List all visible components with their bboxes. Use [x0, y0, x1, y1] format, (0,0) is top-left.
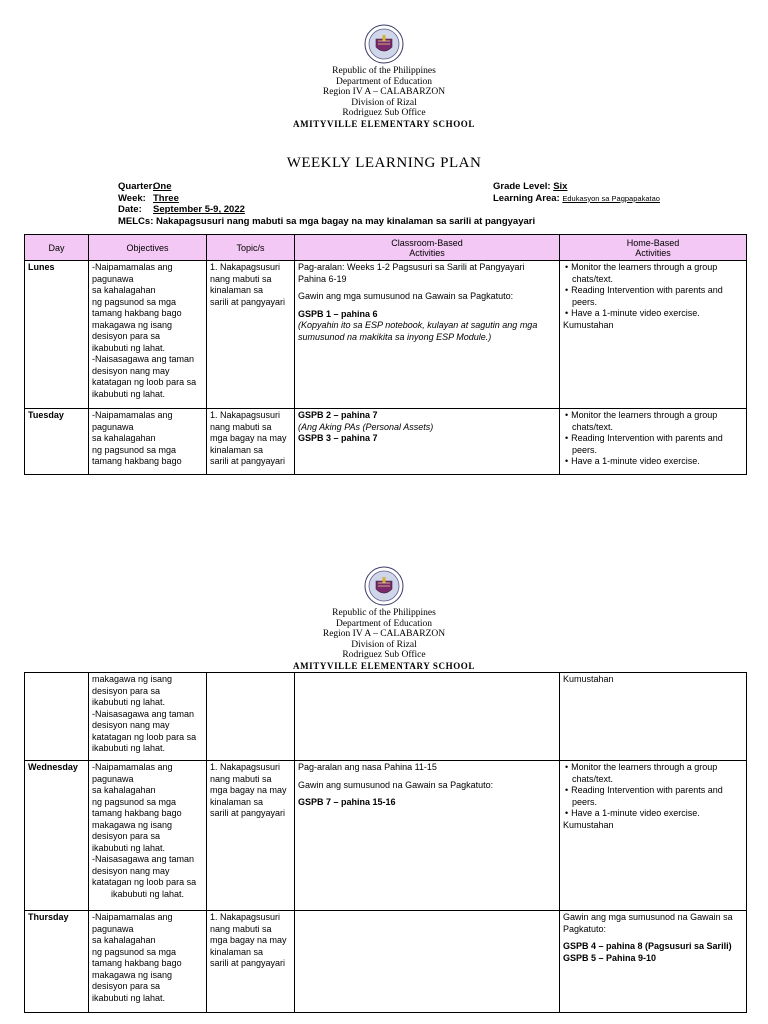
classroom-header-line-2: Activities [409, 247, 445, 258]
objective-line: tamang hakbang bago [92, 456, 182, 466]
home-activity-item: • Reading Intervention with parents and peers. [563, 785, 743, 808]
topic-line: mga bagay na may [210, 785, 287, 795]
objective-line: katatagan ng loob para sa [92, 377, 197, 387]
objective-line: ikabubuti ng lahat. [92, 388, 166, 399]
plan-meta-right [493, 181, 660, 204]
home-activities-list [563, 762, 743, 820]
home-task-title: GSPB 4 – pahina 8 (Pagsusuri sa Sarili) [563, 941, 732, 951]
objective-line: pagunawa [92, 421, 134, 432]
day-cell: Lunes [25, 261, 89, 409]
objective-line: desisyon para sa [92, 331, 161, 341]
learning-area-value: Edukasyon sa Pagpapakatao [562, 193, 660, 203]
topic-cell [207, 261, 295, 409]
topic-line: kinalaman sa [210, 796, 264, 807]
topic-cell [207, 761, 295, 911]
home-header-line-1: Home-Based [626, 237, 680, 248]
table-row-tuesday [25, 409, 747, 475]
col-home-header [560, 235, 747, 261]
home-activities-cell [560, 409, 747, 475]
objective-line: katatagan ng loob para sa [92, 877, 197, 887]
objective-line: desisyon nang may [92, 865, 170, 876]
classroom-task-title: GSPB 1 – pahina 6 [298, 308, 378, 319]
topic-line: nang mabuti sa [210, 273, 272, 284]
region-line: Region IV A – CALABARZON [322, 629, 446, 639]
home-activities-list [563, 262, 743, 320]
topic-line: mga bagay na may [210, 433, 287, 443]
melcs-value: Nakapagsusuri nang mabuti sa mga bagay na may kinalaman sa sarili at pangyayari [156, 215, 536, 227]
deped-seal-logo [364, 24, 404, 64]
classroom-task-note: (Ang Aking PAs (Personal Assets) [298, 421, 434, 432]
objective-line: ikabubuti ng lahat. [92, 697, 166, 707]
objective-line: ikabubuti ng lahat. [92, 842, 166, 853]
objective-line: makagawa ng isang [92, 819, 173, 830]
topic-line: nang mabuti sa [210, 773, 272, 784]
home-activities-cell [560, 761, 747, 911]
objective-line: pagunawa [92, 773, 134, 784]
day-cell-empty [25, 673, 89, 761]
objective-line: katatagan ng loob para sa [92, 731, 197, 742]
classroom-line: Gawin ang mga sumusunod na Gawain sa Pagkatuto: [298, 291, 514, 301]
objective-line: ng pagsunod sa mga [92, 796, 177, 807]
classroom-activities-cell [295, 409, 560, 475]
home-header-line-2: Activities [635, 247, 671, 258]
topic-line: nang mabuti sa [210, 421, 272, 432]
home-activity-item: • Monitor the learners through a group chats/text. [563, 762, 743, 785]
table-row-tuesday-continued [25, 673, 747, 761]
topic-cell-empty [207, 673, 295, 761]
melcs-label: MELCs: [118, 215, 154, 227]
objective-line: tamang hakbang bago [92, 958, 182, 968]
objective-line: sa kahalagahan [92, 285, 156, 295]
home-activities-cell [560, 261, 747, 409]
topic-line: 1. Nakapagsusuri [210, 410, 281, 420]
home-activity-item: • Monitor the learners through a group chats/text. [563, 262, 743, 285]
topic-line: 1. Nakapagsusuri [210, 912, 281, 922]
topic-cell [207, 409, 295, 475]
sub-office-line: Rodriguez Sub Office [342, 108, 426, 118]
topic-line: 1. Nakapagsusuri [210, 262, 281, 272]
home-activity-item: • Have a 1-minute video exercise. [563, 456, 743, 468]
home-activities-cell [560, 911, 747, 1013]
home-activities-cell [560, 673, 747, 761]
learning-area-label: Learning Area: [493, 192, 560, 204]
day-cell: Thursday [25, 911, 89, 1013]
objective-line: -Naisasagawa ang taman [92, 354, 195, 364]
objective-line: ng pagsunod sa mga [92, 444, 177, 455]
objective-line: ikabubuti ng lahat. [92, 992, 166, 1003]
objective-line: -Naisasagawa ang taman [92, 708, 195, 719]
objectives-cell [89, 911, 207, 1013]
col-topics-header: Topic/s [207, 235, 295, 261]
objective-line: -Naipamamalas ang [92, 262, 173, 272]
letterhead [0, 608, 768, 671]
table-row-thursday [25, 911, 747, 1013]
home-activity-line: Gawin ang mga sumusunod na Gawain sa Pagkatuto: [563, 912, 733, 934]
home-activity-item: • Reading Intervention with parents and peers. [563, 285, 743, 308]
topic-line: kinalaman sa [210, 946, 264, 957]
objective-line: sa kahalagahan [92, 433, 156, 443]
home-activity-item: • Have a 1-minute video exercise. [563, 308, 743, 320]
objective-line: pagunawa [92, 273, 134, 284]
topic-line: nang mabuti sa [210, 923, 272, 934]
classroom-line: Gawin ang sumusunod na Gawain sa Pagkatuto: [298, 779, 494, 790]
grade-level-label: Grade Level: [493, 181, 551, 192]
topic-line: sarili at pangyayari [210, 958, 286, 968]
topic-line: kinalaman sa [210, 285, 264, 295]
home-activity-item: • Monitor the learners through a group chats/text. [563, 410, 743, 433]
letterhead [0, 66, 768, 129]
objectives-cell [89, 761, 207, 911]
division-line: Division of Rizal [351, 97, 417, 108]
objectives-cell [89, 261, 207, 409]
topic-line: sarili at pangyayari [210, 808, 286, 818]
day-cell: Wednesday [25, 761, 89, 911]
classroom-task-note: (Kopyahin ito sa ESP notebook, kulayan at sagutin ang mga sumusunod na makikita sa inyong ESP Module.) [298, 320, 538, 342]
classroom-task-title: GSPB 7 – pahina 15-16 [298, 797, 396, 807]
home-task-title: GSPB 5 – Pahina 9-10 [563, 952, 657, 963]
objective-line: sa kahalagahan [92, 785, 156, 795]
page-1 [0, 0, 768, 480]
quarter-label: Quarter: [118, 181, 156, 192]
topic-line: sarili at pangyayari [210, 456, 286, 466]
objective-line: desisyon para sa [92, 981, 161, 991]
republic-line: Republic of the Philippines [332, 608, 436, 618]
date-label: Date: [118, 204, 142, 215]
kumustahan-text: Kumustahan [563, 819, 614, 830]
day-cell: Tuesday [25, 409, 89, 475]
home-activities-list [563, 410, 743, 468]
classroom-task-title: GSPB 2 – pahina 7 [298, 410, 378, 420]
topic-line: kinalaman sa [210, 444, 264, 455]
classroom-task-title: GSPB 3 – pahina 7 [298, 433, 378, 443]
grade-level-value: Six [553, 181, 568, 192]
objective-line: makagawa ng isang [92, 674, 173, 684]
objective-line: ng pagsunod sa mga [92, 296, 177, 307]
weekly-plan-table-page-1 [24, 234, 747, 475]
sub-office-line: Rodriguez Sub Office [342, 650, 426, 660]
region-line: Region IV A – CALABARZON [322, 87, 446, 97]
topic-line: mga bagay na may [210, 935, 287, 945]
topic-line: 1. Nakapagsusuri [210, 762, 281, 772]
objectives-cell [89, 409, 207, 475]
classroom-activities-cell [295, 261, 560, 409]
table-row-wednesday [25, 761, 747, 911]
objective-line: desisyon nang may [92, 720, 170, 730]
objective-line: makagawa ng isang [92, 969, 173, 980]
department-line: Department of Education [335, 618, 433, 629]
col-day-header: Day [25, 235, 89, 261]
objective-line: makagawa ng isang [92, 319, 173, 330]
classroom-line: Pahina 6-19 [298, 273, 347, 284]
objective-line: pagunawa [92, 923, 134, 934]
objective-line: tamang hakbang bago [92, 808, 182, 818]
objective-line: -Naipamamalas ang [92, 912, 173, 922]
weekly-plan-table-page-2 [24, 672, 747, 1013]
division-line: Division of Rizal [351, 639, 417, 650]
kumustahan-text: Kumustahan [563, 319, 614, 330]
home-activity-item: • Reading Intervention with parents and peers. [563, 433, 743, 456]
objectives-cell [89, 673, 207, 761]
table-row-lunes [25, 261, 747, 409]
deped-seal-logo [364, 566, 404, 606]
col-objectives-header: Objectives [89, 235, 207, 261]
classroom-activities-cell-empty [295, 673, 560, 761]
objective-line: -Naipamamalas ang [92, 410, 173, 420]
quarter-value: One [153, 181, 172, 192]
date-value: September 5-9, 2022 [153, 204, 245, 215]
school-name: AMITYVILLE ELEMENTARY SCHOOL [292, 660, 475, 671]
objective-line: desisyon para sa [92, 831, 161, 841]
school-name: AMITYVILLE ELEMENTARY SCHOOL [292, 118, 475, 129]
classroom-activities-cell [295, 761, 560, 911]
classroom-line: Pag-aralan: Weeks 1-2 Pagsusuri sa Sarili at Pangyayari [298, 262, 525, 272]
objective-line: tamang hakbang bago [92, 308, 182, 318]
objective-line: ikabubuti ng lahat. [92, 743, 166, 753]
week-value: Three [153, 192, 179, 204]
republic-line: Republic of the Philippines [332, 66, 436, 76]
page-2 [0, 560, 768, 1024]
objective-line: -Naipamamalas ang [92, 762, 173, 772]
classroom-activities-cell-empty [295, 911, 560, 1013]
objective-line: ng pagsunod sa mga [92, 946, 177, 957]
objective-line: ikabubuti ng lahat. [110, 888, 185, 899]
objective-line: desisyon para sa [92, 685, 161, 696]
topic-line: sarili at pangyayari [210, 296, 286, 307]
table-header-row [25, 235, 747, 261]
plan-meta-left [118, 181, 535, 227]
objective-line: ikabubuti ng lahat. [92, 342, 166, 353]
classroom-header-line-1: Classroom-Based [391, 237, 463, 248]
kumustahan-text: Kumustahan [563, 674, 614, 684]
objective-line: -Naisasagawa ang taman [92, 854, 195, 864]
topic-cell [207, 911, 295, 1013]
week-label: Week: [118, 192, 146, 204]
page-title: WEEKLY LEARNING PLAN [286, 155, 482, 171]
department-line: Department of Education [335, 76, 433, 87]
col-classroom-header [295, 235, 560, 261]
objective-line: desisyon nang may [92, 365, 170, 376]
classroom-line: Pag-aralan ang nasa Pahina 11-15 [298, 762, 437, 772]
objective-line: sa kahalagahan [92, 935, 156, 945]
home-activity-item: • Have a 1-minute video exercise. [563, 808, 743, 820]
